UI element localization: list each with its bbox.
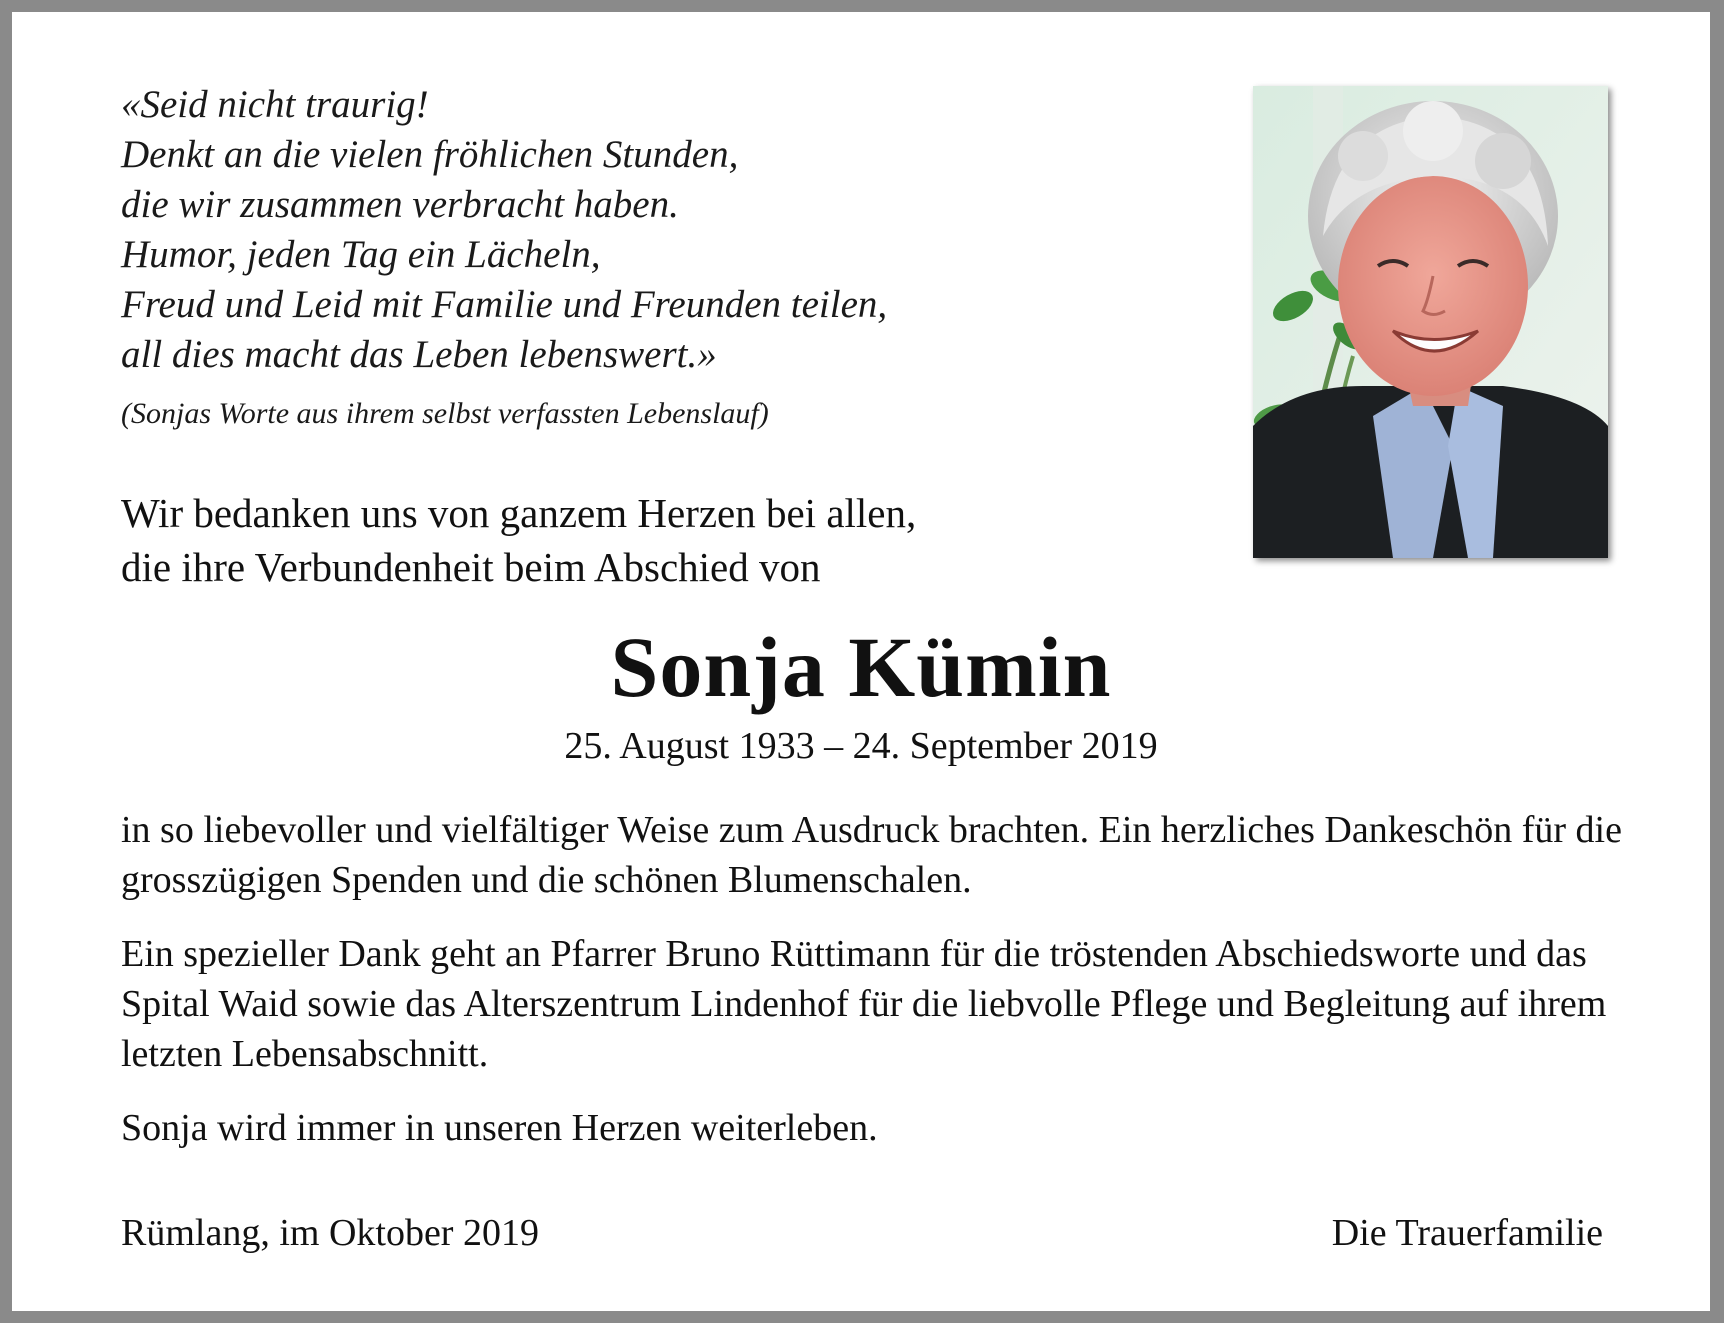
- poem-line: «Seid nicht traurig!: [121, 83, 429, 126]
- poem-line: die wir zusammen verbracht haben.: [121, 183, 679, 226]
- thanks-line: Wir bedanken uns von ganzem Herzen bei allen,: [121, 490, 917, 536]
- life-dates: 25. August 1933 – 24. September 2019: [564, 725, 1158, 767]
- thanks-line: die ihre Verbundenheit beim Abschied von: [121, 544, 821, 590]
- poem-line: all dies macht das Leben lebenswert.»: [121, 333, 717, 376]
- poem-line: Denkt an die vielen fröhlichen Stunden,: [121, 133, 739, 176]
- body-paragraph: in so liebevoller und vielfältiger Weise zum Ausdruck brachten. Ein herzliches Dankeschön für die grosszügigen Spenden und die schönen Blumenschalen.: [121, 809, 1622, 901]
- poem-line: Freud und Leid mit Familie und Freunden teilen,: [121, 283, 888, 326]
- place-date: Rümlang, im Oktober 2019: [121, 1212, 539, 1254]
- signature: Die Trauerfamilie: [1331, 1212, 1603, 1254]
- poem-quote: [121, 80, 887, 380]
- obituary-card: [12, 12, 1710, 1311]
- body-paragraph: Sonja wird immer in unseren Herzen weiterleben.: [121, 1107, 878, 1149]
- portrait-illustration: [1253, 86, 1608, 558]
- portrait-photo: [1253, 86, 1608, 558]
- body-paragraph: Ein spezieller Dank geht an Pfarrer Bruno Rüttimann für die tröstenden Abschiedsworte und das Spital Waid sowie das Alterszentrum Lindenhof für die liebvolle Pflege und Begleitung auf ihrem letzten Lebensabschnitt.: [121, 933, 1607, 1075]
- poem-line: Humor, jeden Tag ein Lächeln,: [121, 233, 601, 276]
- poem-attribution: (Sonjas Worte aus ihrem selbst verfassten Lebenslauf): [121, 397, 769, 430]
- thanks-intro: [121, 486, 916, 594]
- deceased-name: Sonja Kümin: [610, 619, 1112, 715]
